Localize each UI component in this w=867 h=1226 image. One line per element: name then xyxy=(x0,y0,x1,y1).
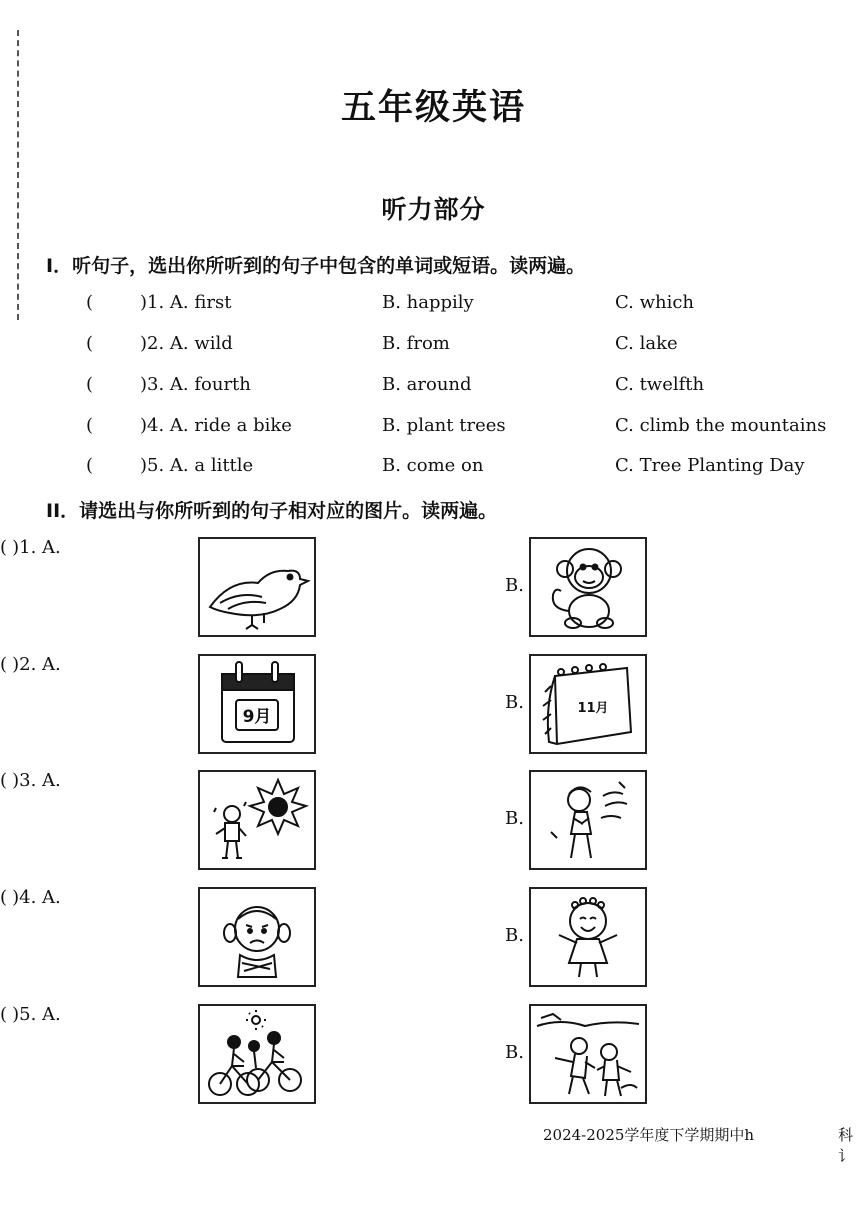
section-1-heading: I．听句子，选出你所听到的句子中包含的单词或短语。读两遍。 xyxy=(46,255,586,277)
option-a-label: )2. A. xyxy=(12,654,61,675)
picture-question-row xyxy=(0,887,867,987)
section-title: 听力部分 xyxy=(381,195,486,224)
calendar-september-picture[interactable] xyxy=(198,654,316,754)
option-c: C. lake xyxy=(615,333,678,354)
calendar-month-text: 11月 xyxy=(577,701,609,716)
picture-question-row xyxy=(0,654,867,754)
picture-question-row xyxy=(0,770,867,870)
option-a: )5. A. a little xyxy=(140,455,254,476)
happy-girl-picture[interactable] xyxy=(529,887,647,987)
answer-paren[interactable]: ( xyxy=(0,770,8,791)
answer-paren[interactable]: ( xyxy=(0,887,8,908)
bird-picture[interactable] xyxy=(198,537,316,637)
option-b-label: B. xyxy=(505,808,524,829)
option-a-label: )1. A. xyxy=(12,537,61,558)
option-b: B. from xyxy=(382,333,450,354)
option-b: B. happily xyxy=(382,292,474,313)
option-a-label: )4. A. xyxy=(12,887,61,908)
answer-paren[interactable]: ( xyxy=(86,415,94,436)
sunny-hot-boy-picture[interactable] xyxy=(198,770,316,870)
option-c: C. climb the mountains xyxy=(615,415,827,436)
windy-cold-boy-picture[interactable] xyxy=(529,770,647,870)
climbing-mountains-picture[interactable] xyxy=(529,1004,647,1104)
answer-paren[interactable]: ( xyxy=(0,1004,8,1025)
sad-girl-picture[interactable] xyxy=(198,887,316,987)
calendar-month-text: 9月 xyxy=(242,707,272,727)
option-b: B. around xyxy=(382,374,472,395)
footer-text: 2024-2025学年度下学期期中h xyxy=(543,1126,755,1144)
riding-bikes-picture[interactable] xyxy=(198,1004,316,1104)
question-row xyxy=(0,374,867,404)
answer-paren[interactable]: ( xyxy=(0,537,8,558)
question-row xyxy=(0,455,867,485)
footer-text-right: 科讠 xyxy=(838,1126,854,1165)
picture-question-row xyxy=(0,1004,867,1104)
option-a: )3. A. fourth xyxy=(140,374,251,395)
answer-paren[interactable]: ( xyxy=(86,292,94,313)
answer-paren[interactable]: ( xyxy=(86,374,94,395)
question-row xyxy=(0,292,867,322)
option-a: )1. A. first xyxy=(140,292,232,313)
calendar-november-picture[interactable] xyxy=(529,654,647,754)
question-row xyxy=(0,415,867,445)
option-b-label: B. xyxy=(505,692,524,713)
option-b-label: B. xyxy=(505,1042,524,1063)
option-c: C. twelfth xyxy=(615,374,705,395)
option-a-label: )3. A. xyxy=(12,770,61,791)
option-c: C. Tree Planting Day xyxy=(615,455,805,476)
answer-paren[interactable]: ( xyxy=(86,455,94,476)
option-c: C. which xyxy=(615,292,695,313)
option-a-label: )5. A. xyxy=(12,1004,61,1025)
page-title: 五年级英语 xyxy=(340,88,526,128)
answer-paren[interactable]: ( xyxy=(0,654,8,675)
question-row xyxy=(0,333,867,363)
option-b: B. plant trees xyxy=(382,415,506,436)
picture-question-row xyxy=(0,537,867,637)
option-a: )2. A. wild xyxy=(140,333,233,354)
option-b-label: B. xyxy=(505,575,524,596)
option-b: B. come on xyxy=(382,455,484,476)
binding-dashed-line xyxy=(17,30,19,320)
option-b-label: B. xyxy=(505,925,524,946)
monkey-picture[interactable] xyxy=(529,537,647,637)
answer-paren[interactable]: ( xyxy=(86,333,94,354)
option-a: )4. A. ride a bike xyxy=(140,415,292,436)
section-2-heading: II．请选出与你所听到的句子相对应的图片。读两遍。 xyxy=(46,500,498,522)
